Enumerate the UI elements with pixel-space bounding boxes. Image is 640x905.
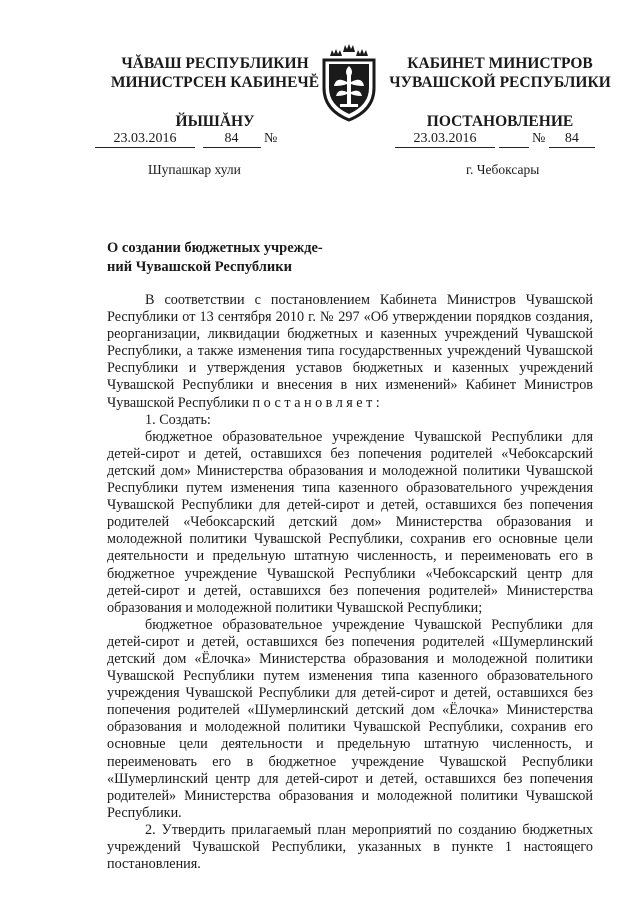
header-right-line2: ЧУВАШСКОЙ РЕСПУБЛИКИ — [389, 74, 611, 91]
document-body — [107, 292, 593, 873]
document-title — [107, 239, 357, 277]
header-right-line1: КАБИНЕТ МИНИСТРОВ — [407, 55, 593, 72]
number-right-sign: № — [532, 131, 546, 146]
header-right-doc-type: ПОСТАНОВЛЕНИЕ — [426, 113, 574, 130]
place-right: г. Чебоксары — [466, 162, 540, 177]
body-paragraph-institution1: бюджетное образовательное учреждение Чувашской Республики для детей-сирот и детей, оставшихся без попечения родителей «Чебоксарский детский дом» Министерства образования и молодежной политики Чувашской Республики путем изменения типа казенного образовательного учреждения Чувашской Республики для детей-сирот и детей, оставшихся без попечения родителей «Чебоксарский детский дом» Министерства образования и молодежной политики Чувашской Республики, сохранив его основные цели деятельности и предельную штатную численность, и переименовать его в бюджетное учреждение Чувашской Республики «Чебоксарский центр для детей-сирот и детей, оставшихся без попечения родителей» Министерства образования и молодежной политики Чувашской Республики; — [107, 428, 593, 616]
date-left-value: 23.03.2016 — [95, 131, 195, 148]
dateline-right — [395, 131, 595, 148]
header-left-line2: МИНИСТРСЕН КАБИНЕЧĔ — [110, 74, 320, 91]
body-paragraph-preamble — [107, 292, 593, 412]
document-title-line1: О создании бюджетных учрежде- — [107, 240, 323, 256]
chuvash-emblem-icon — [316, 42, 382, 122]
body-paragraph-institution2: бюджетное образовательное учреждение Чувашской Республики для детей-сирот и детей, оставшихся без попечения родителей «Шумерлинский детский дом «Ёлочка» Министерства образования и молодежной политики Чувашской Республики путем изменения типа казенного образовательного учреждения Чувашской Республики для детей-сирот и детей, оставшихся без попечения родителей «Шумерлинский детский дом «Ёлочка» Министерства образования и молодежной политики Чувашской Республики, сохранив его основные цели деятельности и предельную штатную численность, и переименовать его в бюджетное учреждение Чувашской Республики «Шумерлинский центр для детей-сирот и детей, оставшихся без попечения родителей» Министерства образования и молодежной политики Чувашской Республики. — [107, 616, 593, 821]
number-left-sign: № — [264, 131, 278, 146]
decree-word: постановляет: — [252, 394, 384, 411]
dateline-left — [95, 131, 277, 148]
header-left-block — [95, 54, 335, 131]
number-right-value: 84 — [549, 131, 595, 148]
date-right-value: 23.03.2016 — [395, 131, 495, 148]
number-left-value: 84 — [203, 131, 261, 148]
header-left-doc-type: ЙЫШĂНУ — [175, 113, 255, 130]
document-title-line2: ний Чувашской Республики — [107, 259, 292, 275]
header-left-line1: ЧĂВАШ РЕСПУБЛИКИН — [121, 55, 309, 72]
header-right-block — [380, 54, 620, 131]
preamble-text: В соответствии с постановлением Кабинета Министров Чувашской Республики от 13 сентября 2010 г. № 297 «Об утверждении порядков создания, реорганизации, ликвидации бюджетных и казенных учреждений Чувашской Республики, а также изменения типа государственных учреждений Чувашской Республики и утверждения уставов бюджетных и казенных учреждений Чувашской Республики и внесения в них изменений» Кабинет Министров Чувашской Республики — [107, 292, 593, 411]
body-paragraph-item1: 1. Создать: — [145, 411, 211, 428]
place-left: Шупашкар хули — [148, 162, 241, 177]
body-paragraph-item2: 2. Утвердить прилагаемый план мероприятий по созданию бюджетных учреждений Чувашской Республики, указанных в пункте 1 настоящего постановления. — [107, 821, 593, 873]
